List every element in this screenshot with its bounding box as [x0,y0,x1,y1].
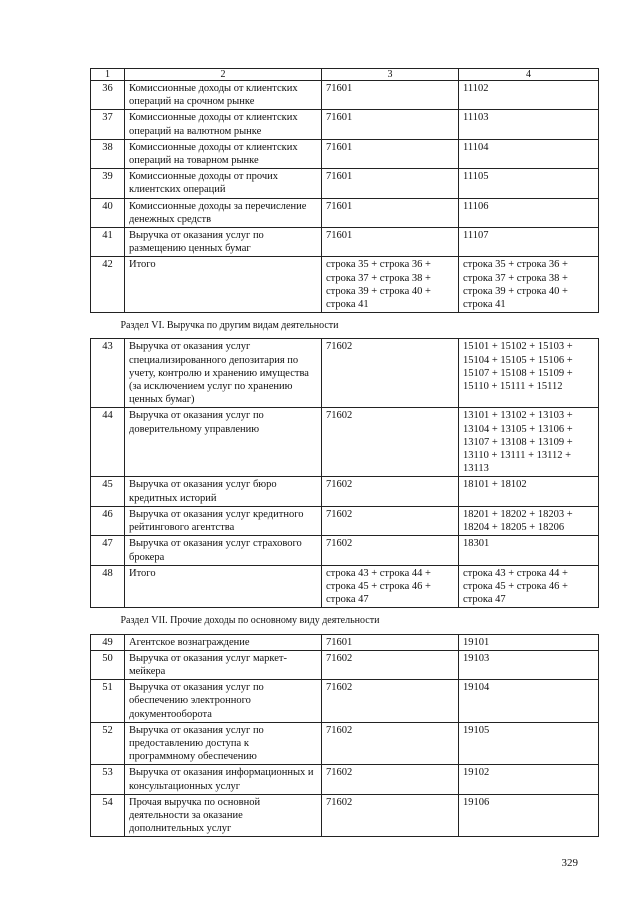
row-number-cell: 49 [91,634,125,650]
row-number-cell: 43 [91,339,125,408]
symbol-code-cell: 18301 [459,536,599,565]
column-header: 1 [91,69,125,81]
symbol-code-cell: 19103 [459,650,599,679]
row-number-cell: 40 [91,198,125,227]
indicator-name-cell: Комиссионные доходы от клиентских операций на товарном рынке [125,139,322,168]
symbol-code-cell: 15101 + 15102 + 15103 + 15104 + 15105 + 15106 + 15107 + 15108 + 15109 + 15110 + 15111 + 15112 [459,339,599,408]
account-code-cell: 71602 [322,794,459,837]
table-row [91,408,599,477]
section-heading: Раздел VII. Прочие доходы по основному виду деятельности [91,608,599,634]
account-code-cell: строка 35 + строка 36 + строка 37 + строка 38 + строка 39 + строка 40 + строка 41 [322,257,459,313]
table-row [91,634,599,650]
row-number-cell: 44 [91,408,125,477]
indicator-name-cell: Комиссионные доходы за перечисление денежных средств [125,198,322,227]
account-code-cell: 71602 [322,339,459,408]
indicator-name-cell: Агентское вознаграждение [125,634,322,650]
indicator-name-cell: Выручка от оказания услуг бюро кредитных историй [125,477,322,506]
row-number-cell: 39 [91,169,125,198]
table-row [91,722,599,765]
symbol-code-cell: 19101 [459,634,599,650]
row-number-cell: 45 [91,477,125,506]
document-page [90,68,598,837]
indicator-name-cell: Выручка от оказания услуг по предоставлению доступа к программному обеспечению [125,722,322,765]
section-heading-row [91,608,599,634]
table-row [91,536,599,565]
table-row [91,110,599,139]
account-code-cell: 71602 [322,722,459,765]
table-row [91,765,599,794]
account-code-cell: строка 43 + строка 44 + строка 45 + строка 46 + строка 47 [322,565,459,608]
symbol-code-cell: 11102 [459,81,599,110]
account-code-cell: 71601 [322,634,459,650]
row-number-cell: 41 [91,228,125,257]
symbol-code-cell: 19102 [459,765,599,794]
symbol-code-cell: 11107 [459,228,599,257]
account-code-cell: 71602 [322,680,459,723]
account-code-cell: 71602 [322,477,459,506]
account-code-cell: 71601 [322,198,459,227]
table-row [91,650,599,679]
indicator-name-cell: Комиссионные доходы от прочих клиентских операций [125,169,322,198]
account-code-cell: 71602 [322,650,459,679]
account-code-cell: 71602 [322,506,459,535]
indicator-name-cell: Выручка от оказания услуг кредитного рейтингового агентства [125,506,322,535]
indicator-name-cell: Итого [125,257,322,313]
indicator-name-cell: Выручка от оказания услуг по размещению ценных бумаг [125,228,322,257]
account-code-cell: 71601 [322,81,459,110]
symbol-code-cell: строка 35 + строка 36 + строка 37 + строка 38 + строка 39 + строка 40 + строка 41 [459,257,599,313]
account-code-cell: 71601 [322,110,459,139]
row-number-cell: 50 [91,650,125,679]
symbol-code-cell: 11106 [459,198,599,227]
indicator-name-cell: Выручка от оказания информационных и консультационных услуг [125,765,322,794]
symbol-code-cell: 18201 + 18202 + 18203 + 18204 + 18205 + 18206 [459,506,599,535]
table-row [91,477,599,506]
table-row [91,257,599,313]
account-code-cell: 71602 [322,408,459,477]
table-row [91,81,599,110]
column-header: 3 [322,69,459,81]
indicator-name-cell: Итого [125,565,322,608]
row-number-cell: 38 [91,139,125,168]
table-row [91,139,599,168]
table-row [91,198,599,227]
table-row [91,794,599,837]
account-code-cell: 71601 [322,139,459,168]
row-number-cell: 48 [91,565,125,608]
indicator-name-cell: Выручка от оказания услуг специализированного депозитария по учету, контролю и хранению имущества (за исключением услуг по хранению ценных бумаг) [125,339,322,408]
indicator-name-cell: Выручка от оказания услуг страхового брокера [125,536,322,565]
row-number-cell: 47 [91,536,125,565]
indicator-name-cell: Прочая выручка по основной деятельности за оказание дополнительных услуг [125,794,322,837]
revenue-table [90,68,599,837]
indicator-name-cell: Выручка от оказания услуг по доверительному управлению [125,408,322,477]
row-number-cell: 53 [91,765,125,794]
account-code-cell: 71602 [322,765,459,794]
row-number-cell: 46 [91,506,125,535]
row-number-cell: 36 [91,81,125,110]
section-heading-row [91,313,599,339]
column-header: 4 [459,69,599,81]
symbol-code-cell: 11104 [459,139,599,168]
page-number: 329 [561,857,578,869]
symbol-code-cell: 19104 [459,680,599,723]
indicator-name-cell: Комиссионные доходы от клиентских операций на срочном рынке [125,81,322,110]
indicator-name-cell: Комиссионные доходы от клиентских операций на валютном рынке [125,110,322,139]
row-number-cell: 37 [91,110,125,139]
row-number-cell: 51 [91,680,125,723]
table-row [91,680,599,723]
table-body [91,69,599,837]
symbol-code-cell: 11103 [459,110,599,139]
row-number-cell: 52 [91,722,125,765]
symbol-code-cell: 18101 + 18102 [459,477,599,506]
indicator-name-cell: Выручка от оказания услуг по обеспечению электронного документооборота [125,680,322,723]
symbol-code-cell: строка 43 + строка 44 + строка 45 + строка 46 + строка 47 [459,565,599,608]
symbol-code-cell: 11105 [459,169,599,198]
table-row [91,228,599,257]
row-number-cell: 54 [91,794,125,837]
indicator-name-cell: Выручка от оказания услуг маркет-мейкера [125,650,322,679]
account-code-cell: 71602 [322,536,459,565]
table-row [91,565,599,608]
row-number-cell: 42 [91,257,125,313]
symbol-code-cell: 13101 + 13102 + 13103 + 13104 + 13105 + 13106 + 13107 + 13108 + 13109 + 13110 + 13111 + 13112 + 13113 [459,408,599,477]
symbol-code-cell: 19105 [459,722,599,765]
table-row [91,339,599,408]
section-heading: Раздел VI. Выручка по другим видам деятельности [91,313,599,339]
account-code-cell: 71601 [322,228,459,257]
table-header-row [91,69,599,81]
symbol-code-cell: 19106 [459,794,599,837]
account-code-cell: 71601 [322,169,459,198]
table-row [91,506,599,535]
table-row [91,169,599,198]
column-header: 2 [125,69,322,81]
